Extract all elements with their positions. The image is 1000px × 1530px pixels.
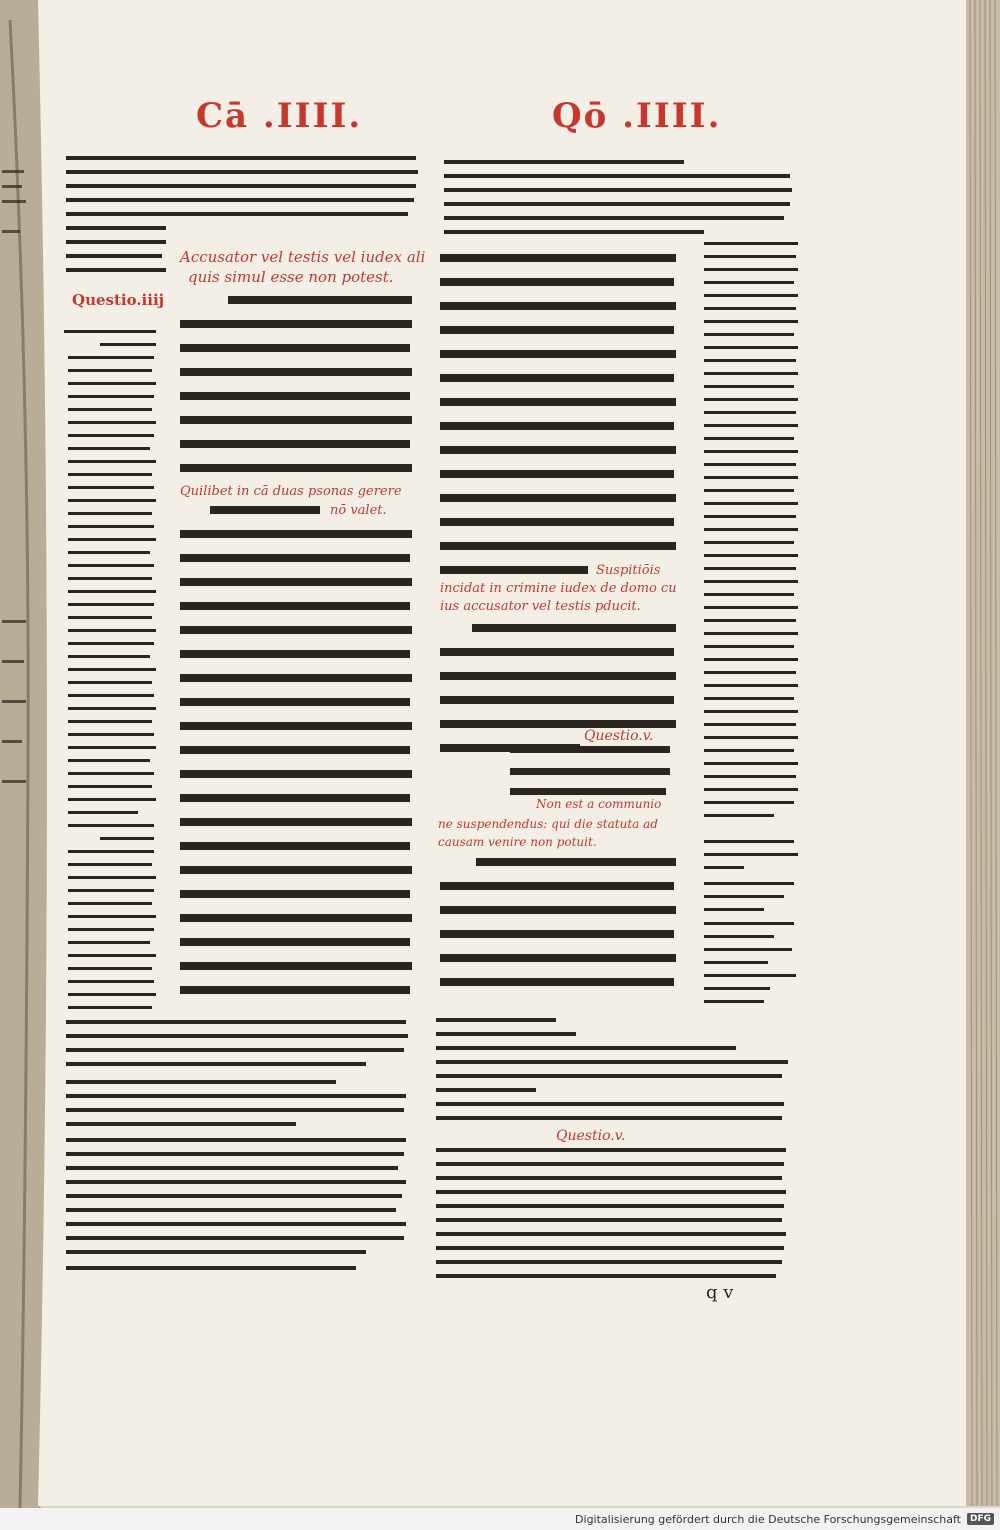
rubric-4-line-1: Non est a communio <box>536 797 662 811</box>
rubric-3-line-2: incidat in crimine iudex de domo cu <box>440 581 677 596</box>
rubric-3-line-1: Suspitiōis <box>596 563 661 578</box>
footer-credit: Digitalisierung gefördert durch die Deutsche Forschungsgemeinschaft <box>575 1512 961 1526</box>
svg-text:nō valet.: nō valet. <box>330 503 387 518</box>
header-right: Qō .IIII. <box>552 96 722 136</box>
dfg-badge: DFG <box>967 1513 994 1525</box>
signature-mark: q v <box>706 1282 734 1303</box>
questio-iiij-label: Questio.iiij <box>72 291 165 309</box>
rubric-2: Quilibet in cā duas psonas gerere <box>180 484 402 499</box>
questio-v-label-1: Questio.v. <box>584 728 654 744</box>
page-paper <box>38 0 978 1506</box>
rubric-4-line-2: ne suspendendus: qui die statuta ad <box>438 817 658 831</box>
questio-v-label-2: Questio.v. <box>556 1128 626 1144</box>
footer-bar <box>0 1508 1000 1530</box>
rubric-3-line-3: ius accusator vel testis pducit. <box>440 599 641 614</box>
rubric-1-line-2: quis simul esse non potest. <box>188 268 394 286</box>
header-left: Cā .IIII. <box>196 96 363 136</box>
rubric-1-line-1: Accusator vel testis vel iudex ali <box>180 248 426 266</box>
rubric-4-line-3: causam venire non potuit. <box>438 835 597 849</box>
